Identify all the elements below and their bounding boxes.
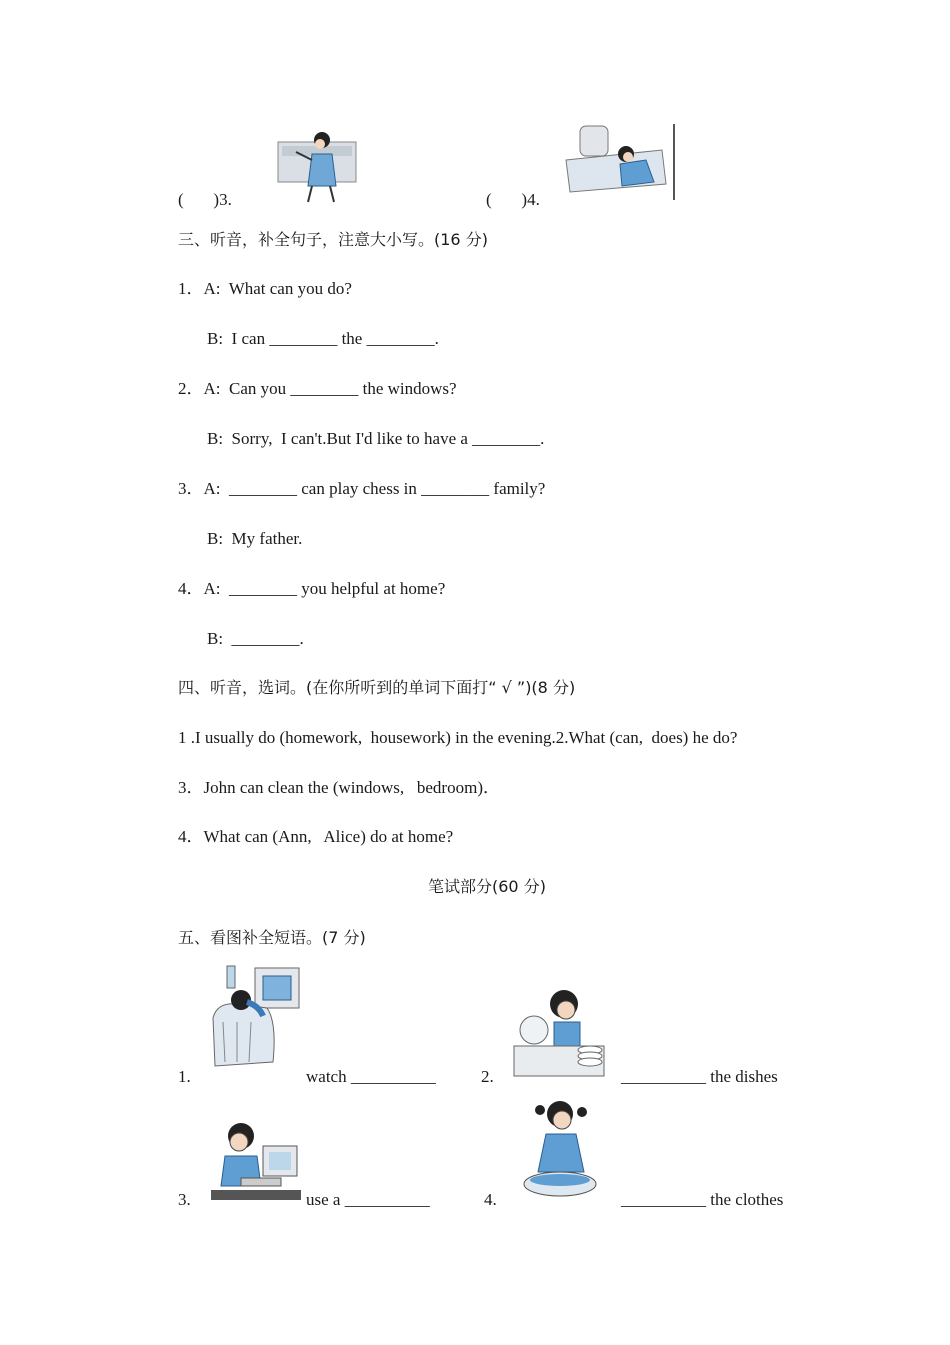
s5-item-2-text: __________ the dishes	[621, 1067, 778, 1086]
item-4-label: ( )4.	[486, 190, 540, 209]
girl-washing-clothes-image	[510, 1092, 608, 1200]
girl-making-bed-image	[562, 120, 680, 202]
s5-item-2-num: 2.	[481, 1067, 494, 1086]
s3-line-6: B: My father.	[207, 529, 303, 548]
section-5-heading: 五、看图补全短语。(7 分)	[178, 928, 366, 947]
s4-line-1: 1 .I usually do (homework, housework) in the evening.2.What (can, does) he do?	[178, 728, 738, 747]
boy-washing-dishes-image	[510, 984, 608, 1080]
s4-line-3: 4．What can (Ann, Alice) do at home?	[178, 827, 454, 846]
s5-item-1-text: watch __________	[306, 1067, 436, 1086]
s3-line-7: 4．A: ________ you helpful at home?	[178, 579, 446, 598]
s5-item-4-num: 4.	[484, 1190, 497, 1209]
s5-item-1-num: 1.	[178, 1067, 191, 1086]
s5-item-4-text: __________ the clothes	[621, 1190, 784, 1209]
written-part-title: 笔试部分(60 分)	[428, 877, 546, 896]
s3-line-1: 1．A: What can you do?	[178, 279, 352, 298]
item-3-label: ( )3.	[178, 190, 232, 209]
s5-item-3-num: 3.	[178, 1190, 191, 1209]
s3-line-8: B: ________.	[207, 629, 304, 648]
section-4-heading: 四、听音，选词。(在你所听到的单词下面打“ √ ”)(8 分)	[178, 678, 576, 697]
s3-line-5: 3．A: ________ can play chess in ________ family?	[178, 479, 546, 498]
s4-line-2: 3．John can clean the (windows, bedroom)．	[178, 778, 500, 797]
girl-cleaning-desk-image	[272, 130, 362, 204]
s3-line-3: 2．A: Can you ________ the windows?	[178, 379, 457, 398]
s3-line-2: B: I can ________ the ________.	[207, 329, 439, 348]
s5-item-3-text: use a __________	[306, 1190, 430, 1209]
boy-using-computer-image	[207, 1116, 303, 1204]
boy-watching-tv-image	[207, 962, 303, 1072]
s3-line-4: B: Sorry, I can't.But I'd like to have a ________.	[207, 429, 545, 448]
section-3-heading: 三、听音，补全句子，注意大小写。(16 分)	[178, 230, 488, 249]
